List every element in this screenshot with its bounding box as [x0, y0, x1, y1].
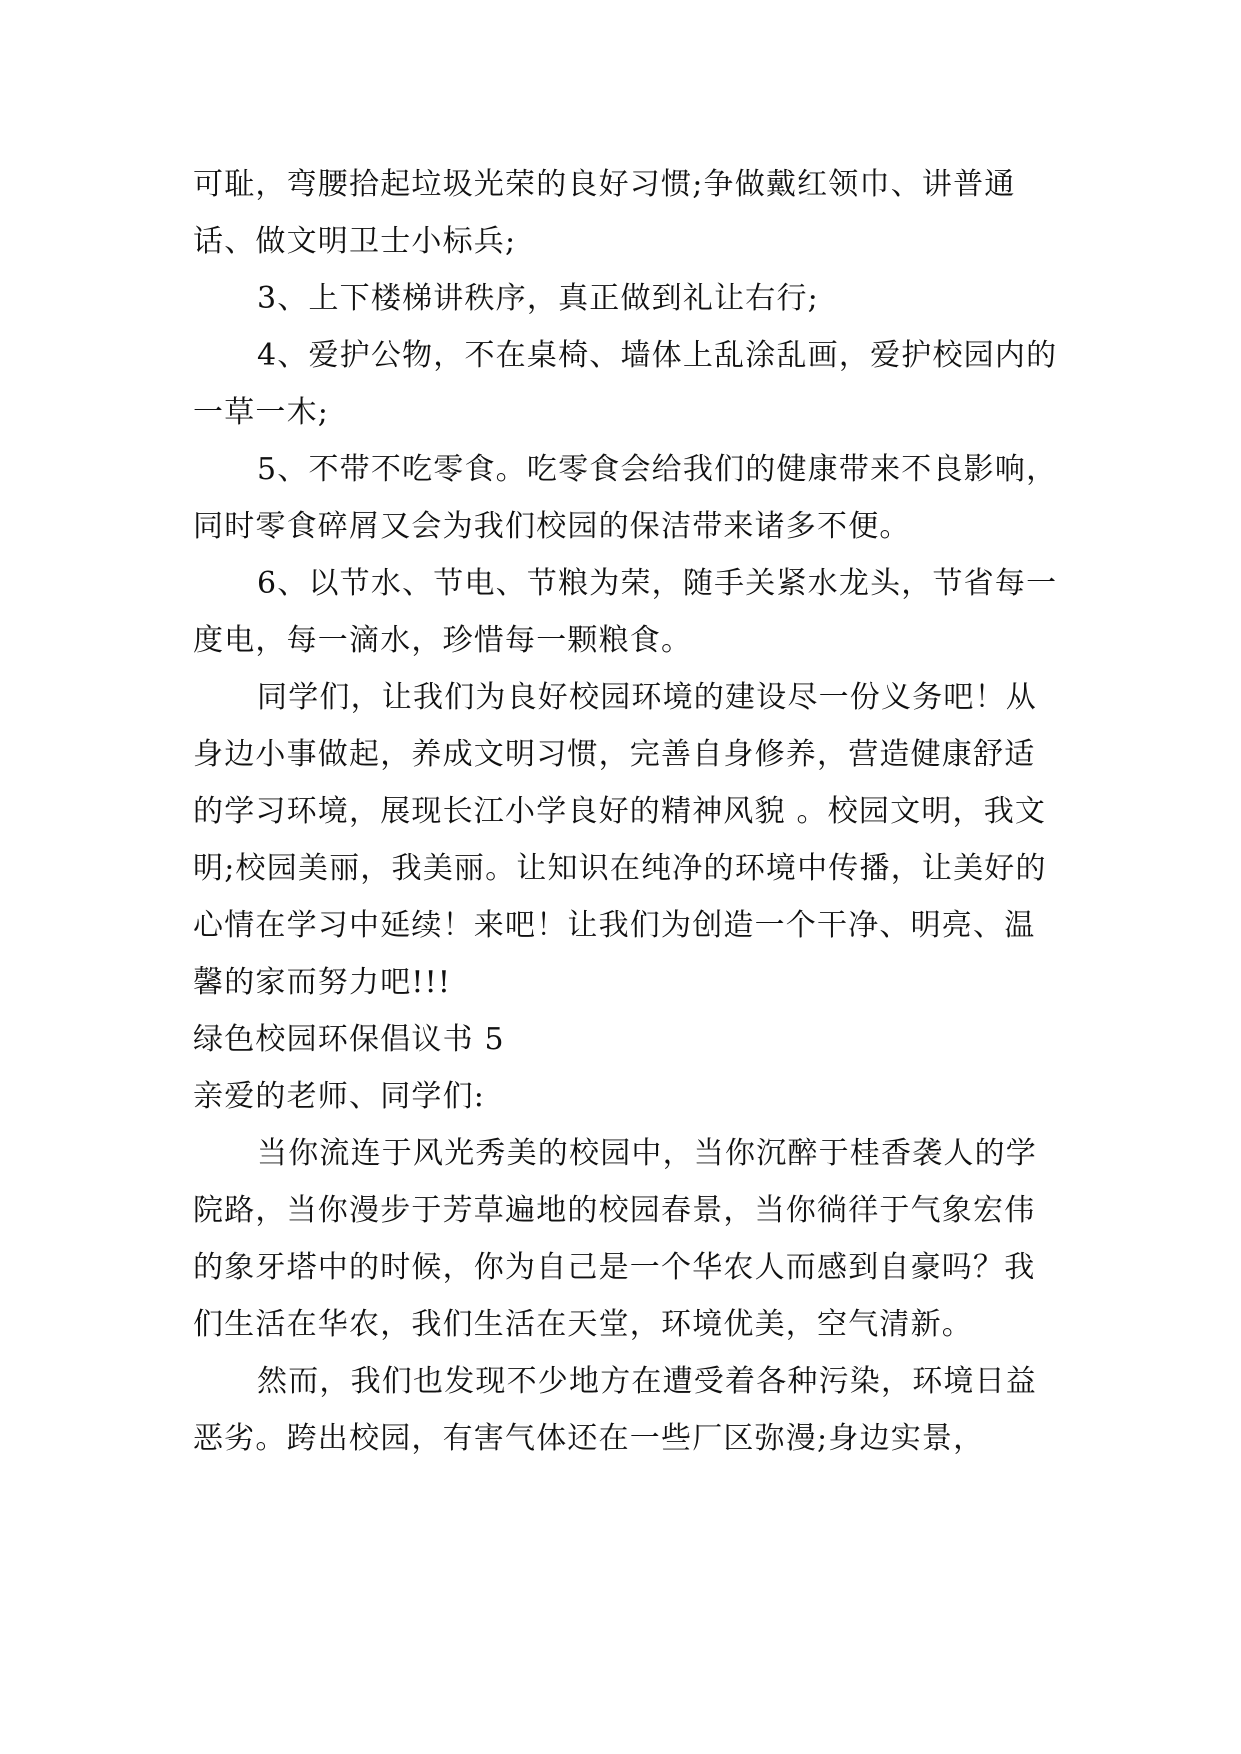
document-page [193, 156, 1061, 1467]
paragraph-4: 5、不带不吃零食。吃零食会给我们的健康带来不良影响，同时零食碎屑又会为我们校园的保洁带来诸多不便。 [193, 452, 1058, 544]
paragraph-6: 同学们，让我们为良好校园环境的建设尽一份义务吧！从身边小事做起，养成文明习惯，完善自身修养，营造健康舒适的学习环境，展现长江小学良好的精神风貌 。校园文明，我文明;校园美丽，我美丽。让知识在纯净的环境中传播，让美好的心情在学习中延续！来吧！让我们为创造一个干净、明亮、温馨的家而努力吧!!! [193, 680, 1047, 1000]
paragraph-7: 当你流连于风光秀美的校园中，当你沉醉于桂香袭人的学院路，当你漫步于芳草遍地的校园春景，当你徜徉于气象宏伟的象牙塔中的时候，你为自己是一个华农人而感到自豪吗？我们生活在华农，我们生活在天堂，环境优美，空气清新。 [193, 1136, 1037, 1342]
paragraph-8: 然而，我们也发现不少地方在遭受着各种污染，环境日益恶劣。跨出校园，有害气体还在一些厂区弥漫;身边实景， [193, 1364, 1037, 1456]
salutation: 亲爱的老师、同学们: [193, 1079, 486, 1114]
paragraph-1: 可耻，弯腰拾起垃圾光荣的良好习惯;争做戴红领巾、讲普通话、做文明卫士小标兵; [193, 167, 1016, 259]
paragraph-2: 3、上下楼梯讲秩序，真正做到礼让右行; [257, 281, 819, 316]
section-heading: 绿色校园环保倡议书 5 [193, 1022, 505, 1057]
paragraph-3: 4、爱护公物，不在桌椅、墙体上乱涂乱画，爱护校园内的一草一木; [193, 338, 1058, 430]
paragraph-5: 6、以节水、节电、节粮为荣，随手关紧水龙头，节省每一度电，每一滴水，珍惜每一颗粮食。 [193, 566, 1058, 658]
